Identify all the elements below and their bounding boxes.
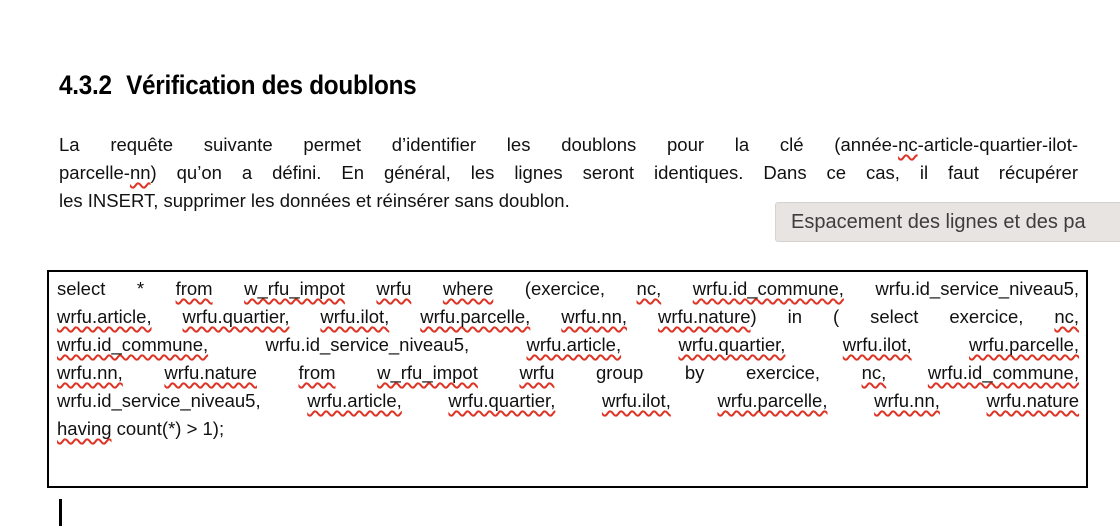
misspelled-word[interactable]: wrfu	[519, 362, 555, 383]
misspelled-word[interactable]: wrfu.id_commune,	[927, 362, 1079, 383]
text-cursor	[59, 499, 62, 526]
misspelled-word[interactable]: wrfu.nn,	[57, 362, 123, 383]
section-number: 4.3.2	[59, 70, 112, 100]
code-line[interactable]	[57, 275, 1079, 303]
misspelled-word[interactable]: wrfu	[376, 278, 412, 299]
text-segment[interactable]	[289, 306, 320, 327]
misspelled-word[interactable]: wrfu.ilot,	[320, 306, 390, 327]
text-segment[interactable]	[411, 278, 443, 299]
text-segment[interactable]	[886, 362, 928, 383]
misspelled-word[interactable]: wrfu.parcelle,	[420, 306, 531, 327]
text-segment[interactable]: ) qu’on a défini. En général, les lignes seront identiques. Dans ce cas, il faut récupérer	[150, 162, 1078, 183]
misspelled-word[interactable]: wrfu.quartier,	[448, 390, 556, 411]
text-segment[interactable]	[555, 390, 602, 411]
text-segment[interactable]: La requête suivante permet d’identifier les doublons pour la clé (année-	[59, 134, 899, 155]
misspelled-word[interactable]: wrfu.nn,	[561, 306, 628, 327]
code-line[interactable]	[57, 387, 1079, 415]
misspelled-word[interactable]: where	[442, 278, 494, 299]
text-segment[interactable]	[123, 362, 165, 383]
paragraph-line[interactable]	[59, 131, 1078, 159]
sql-code-box[interactable]	[47, 270, 1088, 488]
text-segment[interactable]	[940, 390, 987, 411]
misspelled-word[interactable]: wrfu.parcelle,	[969, 334, 1080, 355]
misspelled-word[interactable]: having	[57, 418, 112, 439]
tooltip-label: Espacement des lignes et des pa	[791, 210, 1086, 233]
text-segment[interactable]: (exercice,	[493, 278, 637, 299]
code-line[interactable]	[57, 331, 1079, 359]
misspelled-word[interactable]: wrfu.ilot,	[842, 334, 912, 355]
text-segment[interactable]	[402, 390, 449, 411]
misspelled-word[interactable]: nc,	[636, 278, 662, 299]
misspelled-word[interactable]: wrfu.nn,	[874, 390, 940, 411]
text-segment[interactable]: select *	[57, 278, 176, 299]
misspelled-word[interactable]: wrfu.article,	[307, 390, 402, 411]
misspelled-word[interactable]: wrfu.nature	[986, 390, 1080, 411]
misspelled-word[interactable]: wrfu.parcelle,	[717, 390, 828, 411]
text-segment[interactable]	[661, 278, 693, 299]
text-segment[interactable]	[478, 362, 520, 383]
misspelled-word[interactable]: nc,	[861, 362, 887, 383]
text-segment[interactable]: group by exercice,	[554, 362, 862, 383]
text-segment[interactable]	[671, 390, 718, 411]
text-segment[interactable]: wrfu.id_service_niveau5,	[57, 390, 308, 411]
text-segment[interactable]	[152, 306, 183, 327]
text-segment[interactable]: ) in ( select exercice,	[750, 306, 1055, 327]
code-line[interactable]	[57, 359, 1079, 387]
misspelled-word[interactable]: wrfu.id_commune,	[57, 334, 209, 355]
misspelled-word[interactable]: wrfu.quartier,	[182, 306, 290, 327]
text-segment[interactable]: les INSERT, supprimer les données et réinsérer sans doublon.	[59, 190, 570, 211]
misspelled-word[interactable]: wrfu.nature	[658, 306, 751, 327]
text-segment[interactable]: wrfu.id_service_niveau5,	[843, 278, 1080, 299]
code-line[interactable]	[57, 415, 1079, 443]
misspelled-word[interactable]: nc,	[1054, 306, 1080, 327]
text-segment[interactable]	[213, 278, 245, 299]
misspelled-word[interactable]: w_rfu_impot	[377, 362, 478, 383]
section-heading[interactable]	[59, 70, 416, 100]
misspelled-word[interactable]: w_rfu_impot	[244, 278, 345, 299]
misspelled-word[interactable]: wrfu.nature	[164, 362, 257, 383]
section-title: Vérification des doublons	[126, 70, 417, 100]
misspelled-word[interactable]: from	[298, 362, 336, 383]
text-segment[interactable]: -article-quartier-ilot-	[917, 134, 1078, 155]
text-segment[interactable]	[827, 390, 874, 411]
misspelled-word[interactable]: nn	[129, 162, 151, 183]
code-line[interactable]	[57, 303, 1079, 331]
misspelled-word[interactable]: from	[175, 278, 213, 299]
paragraph-line[interactable]	[59, 159, 1078, 187]
misspelled-word[interactable]: wrfu.article,	[57, 306, 152, 327]
misspelled-word[interactable]: wrfu.ilot,	[601, 390, 671, 411]
misspelled-word[interactable]: wrfu.article,	[526, 334, 622, 355]
line-spacing-tooltip	[775, 202, 1120, 242]
text-segment[interactable]: count(*) > 1);	[111, 418, 225, 439]
text-segment[interactable]	[389, 306, 420, 327]
misspelled-word[interactable]: wrfu.id_commune,	[692, 278, 844, 299]
text-segment[interactable]: wrfu.id_service_niveau5,	[208, 334, 527, 355]
text-segment[interactable]	[345, 278, 377, 299]
misspelled-word[interactable]: nc	[898, 134, 918, 155]
text-segment[interactable]: parcelle-	[59, 162, 130, 183]
text-segment[interactable]	[912, 334, 969, 355]
text-segment[interactable]	[621, 334, 678, 355]
misspelled-word[interactable]: wrfu.quartier,	[678, 334, 786, 355]
text-segment[interactable]	[530, 306, 561, 327]
text-segment[interactable]	[785, 334, 842, 355]
text-segment[interactable]	[627, 306, 658, 327]
text-segment[interactable]	[336, 362, 378, 383]
text-segment[interactable]	[257, 362, 299, 383]
